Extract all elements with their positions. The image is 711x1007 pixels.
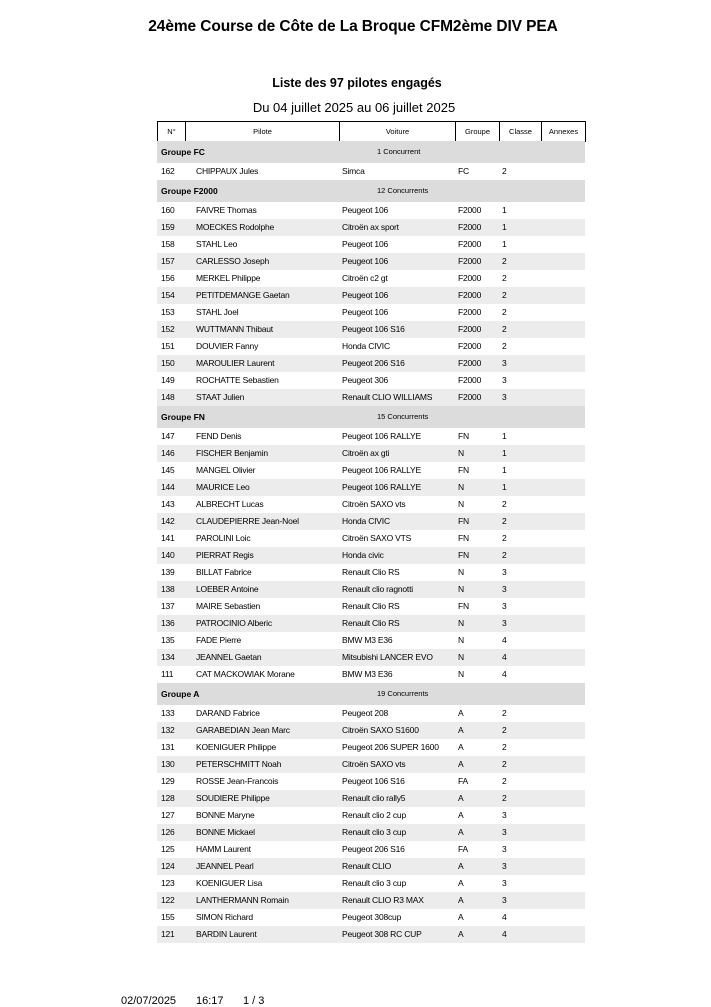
table-row	[157, 615, 585, 632]
entry-number: 129	[161, 776, 175, 786]
car-model: Renault clio 3 cup	[342, 827, 406, 837]
car-group: FN	[458, 601, 469, 611]
group-name: Groupe FN	[161, 412, 205, 422]
car-class: 4	[502, 929, 507, 939]
car-class: 4	[502, 652, 507, 662]
car-model: Citroën SAXO vts	[342, 759, 406, 769]
group-name: Groupe F2000	[161, 186, 218, 196]
car-group: F2000	[458, 222, 482, 232]
pilot-name: MAROULIER Laurent	[196, 358, 275, 368]
header-voiture: Voiture	[340, 122, 456, 142]
table-row	[157, 824, 585, 841]
pilot-name: PATROCINIO Alberic	[196, 618, 272, 628]
car-class: 2	[502, 499, 507, 509]
car-model: Renault Clio RS	[342, 601, 400, 611]
group-count: 12 Concurrents	[377, 186, 429, 195]
entry-number: 133	[161, 708, 175, 718]
table-header	[157, 121, 586, 142]
car-class: 4	[502, 669, 507, 679]
car-class: 1	[502, 482, 507, 492]
entry-number: 136	[161, 618, 175, 628]
group-header	[157, 683, 585, 705]
table-row	[157, 372, 585, 389]
pilot-name: MERKEL Philippe	[196, 273, 261, 283]
car-model: Peugeot 106	[342, 239, 389, 249]
pilot-name: CARLESSO Joseph	[196, 256, 270, 266]
table-row	[157, 666, 585, 683]
group-name: Groupe FC	[161, 147, 205, 157]
car-group: F2000	[458, 324, 482, 334]
entry-number: 122	[161, 895, 175, 905]
car-group: A	[458, 929, 464, 939]
document-title: 24ème Course de Côte de La Broque CFM2ème DIV PEA	[148, 18, 558, 35]
car-class: 2	[502, 341, 507, 351]
car-group: F2000	[458, 256, 482, 266]
pilot-name: PAROLINI Loic	[196, 533, 251, 543]
table-row	[157, 270, 585, 287]
entry-number: 141	[161, 533, 175, 543]
car-group: A	[458, 742, 464, 752]
car-model: Renault clio 2 cup	[342, 810, 406, 820]
table-row	[157, 428, 585, 445]
car-model: Citroën ax sport	[342, 222, 399, 232]
car-class: 2	[502, 256, 507, 266]
group-count: 19 Concurrents	[377, 689, 429, 698]
car-model: Peugeot 206 S16	[342, 358, 405, 368]
car-group: N	[458, 669, 464, 679]
pilot-name: PIERRAT Regis	[196, 550, 254, 560]
car-class: 3	[502, 895, 507, 905]
car-class: 1	[502, 431, 507, 441]
table-row	[157, 858, 585, 875]
pilot-name: STAHL Leo	[196, 239, 238, 249]
pilot-name: FEND Denis	[196, 431, 242, 441]
entry-number: 128	[161, 793, 175, 803]
car-model: Citroën SAXO VTS	[342, 533, 412, 543]
entry-number: 137	[161, 601, 175, 611]
table-row	[157, 163, 585, 180]
car-group: F2000	[458, 341, 482, 351]
pilot-name: MAIRE Sebastien	[196, 601, 261, 611]
table-row	[157, 875, 585, 892]
pilot-name: BONNE Mickael	[196, 827, 255, 837]
entry-number: 155	[161, 912, 175, 922]
table-row	[157, 807, 585, 824]
entry-number: 130	[161, 759, 175, 769]
entry-number: 157	[161, 256, 175, 266]
car-model: Renault CLIO WILLIAMS	[342, 392, 433, 402]
car-model: Mitsubishi LANCER EVO	[342, 652, 433, 662]
car-model: Renault clio 3 cup	[342, 878, 406, 888]
entry-number: 124	[161, 861, 175, 871]
car-group: A	[458, 810, 464, 820]
car-model: Peugeot 106 RALLYE	[342, 482, 421, 492]
car-class: 4	[502, 912, 507, 922]
pilot-name: FADE Pierre	[196, 635, 242, 645]
table-row	[157, 321, 585, 338]
car-group: F2000	[458, 375, 482, 385]
pilot-name: LOEBER Antoine	[196, 584, 259, 594]
car-group: F2000	[458, 358, 482, 368]
car-group: F2000	[458, 392, 482, 402]
header-annexes: Annexes	[542, 122, 586, 142]
pilot-name: FISCHER Benjamin	[196, 448, 268, 458]
pilot-name: CAT MACKOWIAK Morane	[196, 669, 295, 679]
group-count: 1 Concurrent	[377, 147, 421, 156]
pilot-name: CHIPPAUX Jules	[196, 166, 259, 176]
pilot-name: MAURICE Leo	[196, 482, 250, 492]
car-group: FN	[458, 533, 469, 543]
car-class: 1	[502, 205, 507, 215]
car-model: Peugeot 206 SUPER 1600	[342, 742, 439, 752]
header-classe: Classe	[500, 122, 542, 142]
table-row	[157, 773, 585, 790]
table-row	[157, 462, 585, 479]
table-row	[157, 219, 585, 236]
group-header	[157, 180, 585, 202]
car-group: A	[458, 793, 464, 803]
pilot-name: ROSSE Jean-Francois	[196, 776, 279, 786]
pilot-name: STAAT Julien	[196, 392, 245, 402]
pilot-name: STAHL Joel	[196, 307, 239, 317]
footer-date: 02/07/2025	[121, 995, 177, 1007]
car-group: F2000	[458, 205, 482, 215]
car-class: 2	[502, 166, 507, 176]
table-row	[157, 479, 585, 496]
car-group: A	[458, 895, 464, 905]
entry-number: 152	[161, 324, 175, 334]
car-group: A	[458, 861, 464, 871]
pilot-name: CLAUDEPIERRE Jean-Noel	[196, 516, 299, 526]
entry-number: 127	[161, 810, 175, 820]
pilot-name: HAMM Laurent	[196, 844, 251, 854]
document-subtitle: Liste des 97 pilotes engagés	[272, 76, 442, 90]
car-class: 2	[502, 533, 507, 543]
car-model: BMW M3 E36	[342, 635, 393, 645]
car-model: BMW M3 E36	[342, 669, 393, 679]
car-class: 2	[502, 273, 507, 283]
car-class: 2	[502, 307, 507, 317]
entry-number: 121	[161, 929, 175, 939]
car-group: N	[458, 482, 464, 492]
car-group: F2000	[458, 273, 482, 283]
pilot-name: SOUDIERE Philippe	[196, 793, 270, 803]
car-class: 2	[502, 742, 507, 752]
car-model: Peugeot 308 RC CUP	[342, 929, 422, 939]
pilot-name: JEANNEL Gaetan	[196, 652, 262, 662]
car-class: 2	[502, 725, 507, 735]
car-class: 2	[502, 290, 507, 300]
car-model: Renault Clio RS	[342, 567, 400, 577]
header-groupe: Groupe	[456, 122, 500, 142]
pilot-name: JEANNEL Pearl	[196, 861, 254, 871]
car-group: A	[458, 725, 464, 735]
pilot-name: BARDIN Laurent	[196, 929, 257, 939]
table-row	[157, 926, 585, 943]
pilot-name: MANGEL Olivier	[196, 465, 256, 475]
table-row	[157, 202, 585, 219]
car-model: Peugeot 208	[342, 708, 389, 718]
entry-number: 143	[161, 499, 175, 509]
car-class: 1	[502, 448, 507, 458]
entry-number: 162	[161, 166, 175, 176]
pilot-name: DOUVIER Fanny	[196, 341, 259, 351]
car-class: 3	[502, 392, 507, 402]
car-class: 2	[502, 759, 507, 769]
pilot-name: FAIVRE Thomas	[196, 205, 257, 215]
car-class: 3	[502, 810, 507, 820]
car-group: FN	[458, 550, 469, 560]
entry-number: 131	[161, 742, 175, 752]
car-model: Peugeot 106 S16	[342, 324, 405, 334]
car-group: A	[458, 759, 464, 769]
car-class: 3	[502, 878, 507, 888]
header-pilote: Pilote	[186, 122, 340, 142]
car-class: 1	[502, 222, 507, 232]
pilot-name: WUTTMANN Thibaut	[196, 324, 273, 334]
car-class: 1	[502, 465, 507, 475]
table-row	[157, 841, 585, 858]
car-model: Peugeot 106 RALLYE	[342, 431, 421, 441]
car-model: Peugeot 106	[342, 205, 389, 215]
table-row	[157, 892, 585, 909]
entry-number: 125	[161, 844, 175, 854]
car-class: 3	[502, 827, 507, 837]
group-count: 15 Concurrents	[377, 412, 429, 421]
pilot-name: LANTHERMANN Romain	[196, 895, 289, 905]
car-model: Peugeot 106	[342, 307, 389, 317]
car-group: A	[458, 878, 464, 888]
car-model: Peugeot 306	[342, 375, 389, 385]
group-header	[157, 406, 585, 428]
car-class: 3	[502, 861, 507, 871]
table-row	[157, 598, 585, 615]
entry-number: 154	[161, 290, 175, 300]
car-class: 3	[502, 584, 507, 594]
car-model: Peugeot 308cup	[342, 912, 402, 922]
entry-number: 144	[161, 482, 175, 492]
car-class: 3	[502, 618, 507, 628]
table-row	[157, 739, 585, 756]
table-row	[157, 581, 585, 598]
table-row	[157, 236, 585, 253]
car-class: 3	[502, 567, 507, 577]
entry-number: 148	[161, 392, 175, 402]
car-group: N	[458, 448, 464, 458]
car-group: N	[458, 635, 464, 645]
car-model: Peugeot 106 RALLYE	[342, 465, 421, 475]
group-header	[157, 141, 585, 163]
car-model: Renault Clio RS	[342, 618, 400, 628]
entry-number: 158	[161, 239, 175, 249]
footer-time: 16:17	[196, 995, 224, 1007]
car-class: 2	[502, 793, 507, 803]
entry-number: 132	[161, 725, 175, 735]
entry-number: 138	[161, 584, 175, 594]
car-model: Honda civic	[342, 550, 384, 560]
car-group: N	[458, 652, 464, 662]
car-class: 1	[502, 239, 507, 249]
entry-number: 147	[161, 431, 175, 441]
pilot-name: BONNE Maryne	[196, 810, 255, 820]
entry-number: 146	[161, 448, 175, 458]
car-class: 3	[502, 375, 507, 385]
entry-number: 142	[161, 516, 175, 526]
entry-number: 140	[161, 550, 175, 560]
table-row	[157, 304, 585, 321]
car-group: F2000	[458, 239, 482, 249]
car-group: FC	[458, 166, 469, 176]
entry-list	[157, 141, 585, 943]
table-row	[157, 722, 585, 739]
table-row	[157, 287, 585, 304]
pilot-name: MOECKES Rodolphe	[196, 222, 275, 232]
car-model: Honda CIVIC	[342, 516, 390, 526]
pilot-name: PETITDEMANGE Gaetan	[196, 290, 290, 300]
car-model: Citroën SAXO S1600	[342, 725, 419, 735]
car-model: Simca	[342, 166, 365, 176]
car-class: 3	[502, 844, 507, 854]
table-row	[157, 649, 585, 666]
car-group: A	[458, 708, 464, 718]
car-group: FN	[458, 465, 469, 475]
entry-number: 156	[161, 273, 175, 283]
table-row	[157, 338, 585, 355]
car-group: FA	[458, 776, 468, 786]
table-row	[157, 705, 585, 722]
car-model: Peugeot 106	[342, 290, 389, 300]
car-class: 2	[502, 550, 507, 560]
car-group: N	[458, 584, 464, 594]
entry-number: 153	[161, 307, 175, 317]
car-model: Peugeot 106	[342, 256, 389, 266]
table-row	[157, 513, 585, 530]
car-model: Honda CIVIC	[342, 341, 390, 351]
entry-number: 160	[161, 205, 175, 215]
car-model: Renault CLIO R3 MAX	[342, 895, 424, 905]
entry-number: 159	[161, 222, 175, 232]
pilot-name: PETERSCHMITT Noah	[196, 759, 282, 769]
car-model: Citroën ax gti	[342, 448, 390, 458]
table-row	[157, 756, 585, 773]
table-row	[157, 632, 585, 649]
car-group: A	[458, 912, 464, 922]
group-name: Groupe A	[161, 689, 200, 699]
car-model: Citroën c2 gt	[342, 273, 388, 283]
table-row	[157, 909, 585, 926]
car-group: FA	[458, 844, 468, 854]
car-group: A	[458, 827, 464, 837]
footer-page: 1 / 3	[243, 995, 265, 1007]
car-group: F2000	[458, 307, 482, 317]
header-num: N°	[158, 122, 186, 142]
table-row	[157, 530, 585, 547]
table-row	[157, 445, 585, 462]
car-class: 3	[502, 358, 507, 368]
car-model: Renault clio ragnotti	[342, 584, 413, 594]
entry-number: 111	[161, 669, 174, 679]
car-group: N	[458, 567, 464, 577]
car-class: 2	[502, 776, 507, 786]
car-class: 2	[502, 324, 507, 334]
car-group: N	[458, 618, 464, 628]
pilot-name: KOENIGUER Philippe	[196, 742, 277, 752]
entry-number: 135	[161, 635, 175, 645]
car-class: 2	[502, 516, 507, 526]
entry-number: 151	[161, 341, 175, 351]
entry-number: 123	[161, 878, 175, 888]
entry-number: 139	[161, 567, 175, 577]
car-class: 3	[502, 601, 507, 611]
car-class: 4	[502, 635, 507, 645]
pilot-name: GARABEDIAN Jean Marc	[196, 725, 290, 735]
table-row	[157, 253, 585, 270]
car-class: 2	[502, 708, 507, 718]
car-model: Renault clio rally5	[342, 793, 406, 803]
pilot-name: BILLAT Fabrice	[196, 567, 252, 577]
car-group: F2000	[458, 290, 482, 300]
table-row	[157, 496, 585, 513]
car-model: Citroën SAXO vts	[342, 499, 406, 509]
pilot-name: ROCHATTE Sebastien	[196, 375, 279, 385]
car-model: Peugeot 206 S16	[342, 844, 405, 854]
table-row	[157, 355, 585, 372]
car-group: N	[458, 499, 464, 509]
pilot-name: SIMON Richard	[196, 912, 253, 922]
pilot-name: DARAND Fabrice	[196, 708, 260, 718]
car-group: FN	[458, 516, 469, 526]
entry-number: 150	[161, 358, 175, 368]
entry-number: 126	[161, 827, 175, 837]
car-group: FN	[458, 431, 469, 441]
table-row	[157, 547, 585, 564]
table-row	[157, 389, 585, 406]
entry-number: 149	[161, 375, 175, 385]
car-model: Renault CLIO	[342, 861, 392, 871]
car-model: Peugeot 106 S16	[342, 776, 405, 786]
pilot-name: KOENIGUER Lisa	[196, 878, 263, 888]
table-row	[157, 790, 585, 807]
table-row	[157, 564, 585, 581]
event-dates: Du 04 juillet 2025 au 06 juillet 2025	[252, 100, 456, 115]
entry-number: 145	[161, 465, 175, 475]
entry-number: 134	[161, 652, 175, 662]
pilot-name: ALBRECHT Lucas	[196, 499, 264, 509]
